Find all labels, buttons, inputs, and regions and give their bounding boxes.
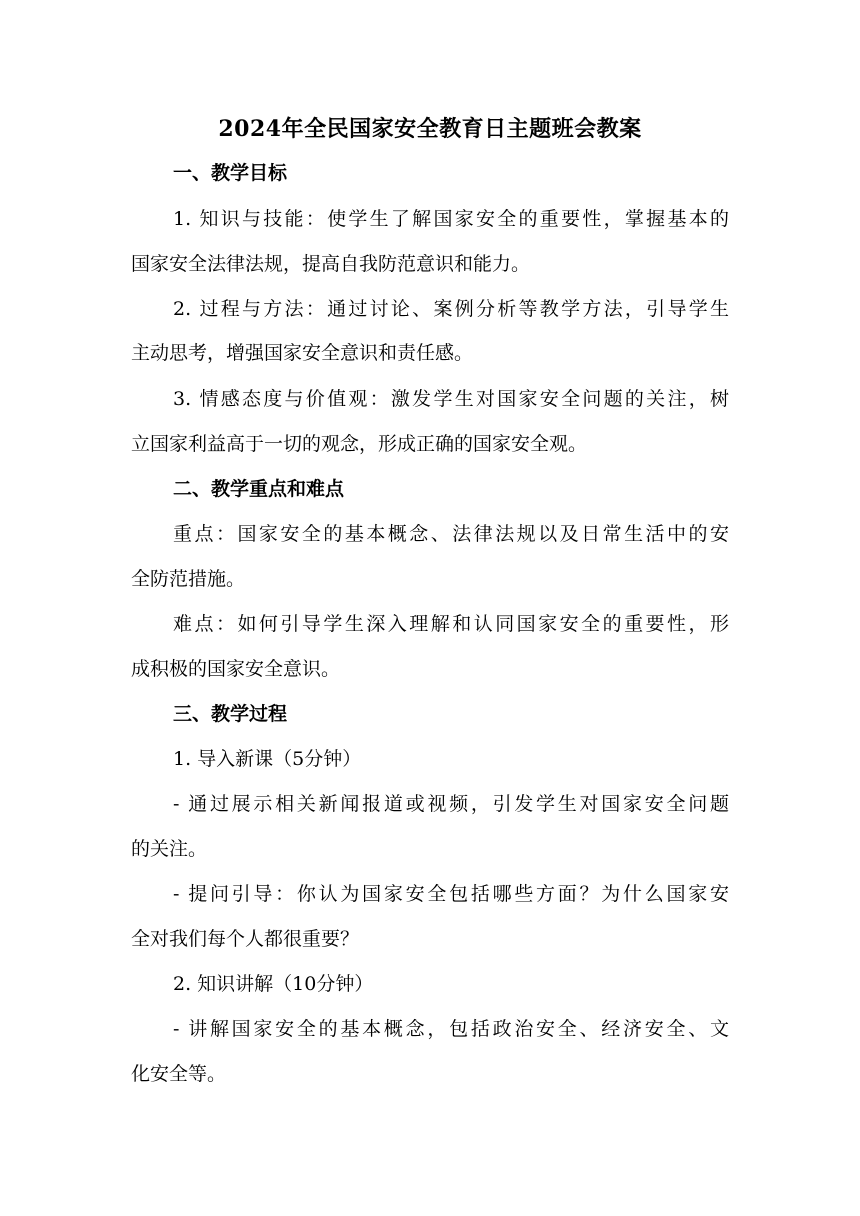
paragraph-line: 成积极的国家安全意识。: [131, 658, 341, 680]
section-heading-key-points: 二、教学重点和难点: [173, 478, 345, 500]
paragraph-line: - 提问引导：你认为国家安全包括哪些方面？为什么国家安: [173, 883, 729, 905]
paragraph-line: - 通过展示相关新闻报道或视频，引发学生对国家安全问题: [173, 793, 729, 815]
paragraph-line: 化安全等。: [131, 1063, 227, 1085]
paragraph-line: 1. 导入新课（5分钟）: [173, 748, 362, 770]
paragraph-line: 全对我们每个人都很重要？: [131, 928, 360, 950]
paragraph-line: 2. 过程与方法：通过讨论、案例分析等教学方法，引导学生: [173, 298, 729, 320]
paragraph-line: 全防范措施。: [131, 568, 246, 590]
paragraph-line: 重点：国家安全的基本概念、法律法规以及日常生活中的安: [173, 523, 729, 545]
section-heading-teaching-objectives: 一、教学目标: [173, 162, 288, 184]
paragraph-line: 的关注。: [131, 838, 208, 860]
paragraph-line: 主动思考，增强国家安全意识和责任感。: [131, 342, 474, 364]
document-title: 2024年全民国家安全教育日主题班会教案: [218, 116, 642, 142]
paragraph-line: 1. 知识与技能：使学生了解国家安全的重要性，掌握基本的: [173, 208, 729, 230]
paragraph-line: 3. 情感态度与价值观：激发学生对国家安全问题的关注，树: [173, 388, 729, 410]
paragraph-line: 国家安全法律法规，提高自我防范意识和能力。: [131, 253, 531, 275]
paragraph-line: - 讲解国家安全的基本概念，包括政治安全、经济安全、文: [173, 1018, 729, 1040]
paragraph-line: 立国家利益高于一切的观念，形成正确的国家安全观。: [131, 433, 588, 455]
paragraph-line: 难点：如何引导学生深入理解和认同国家安全的重要性，形: [173, 613, 729, 635]
section-heading-teaching-process: 三、教学过程: [173, 703, 288, 725]
paragraph-line: 2. 知识讲解（10分钟）: [173, 973, 374, 995]
